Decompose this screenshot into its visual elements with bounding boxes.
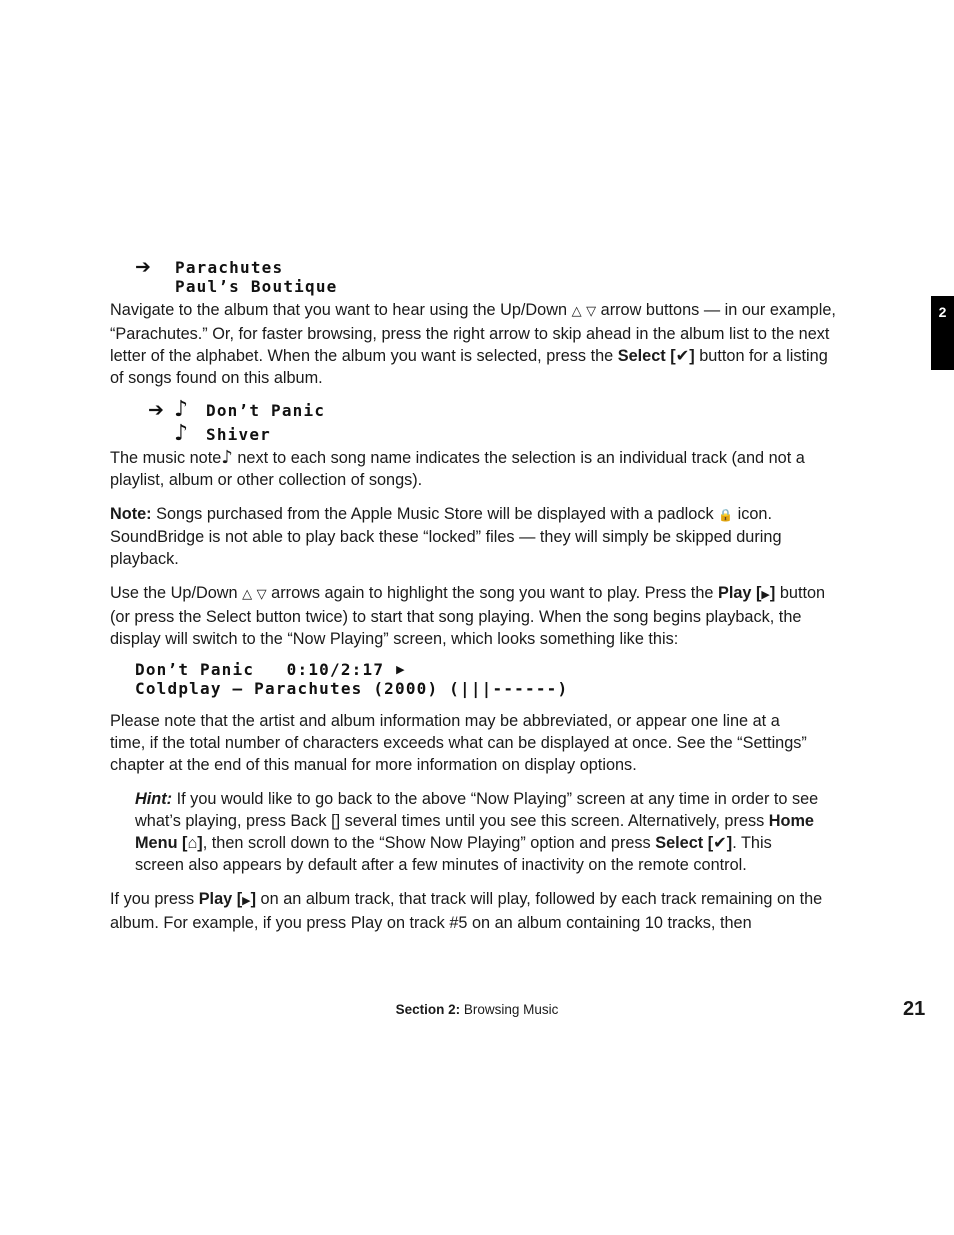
down-triangle-icon: ▽ (256, 587, 267, 602)
text: The music note (110, 449, 222, 467)
please-note-paragraph (110, 710, 810, 776)
display-line: Shiver (206, 424, 271, 444)
text: Home Menu [ (135, 812, 814, 852)
display-albums (135, 258, 845, 296)
text: ] (769, 584, 776, 602)
hint-paragraph (135, 788, 825, 876)
text: icon. SoundBridge is not able to play back these “locked” files — they will simply be skipped during playback. (110, 505, 782, 568)
display-songs (148, 398, 845, 446)
music-note-icon: ♪ (174, 397, 190, 422)
select-label: Select [✔] (655, 834, 733, 852)
text: next to each song name indicates the selection is an individual track (and not a playlist, album or other collection of songs). (110, 449, 805, 489)
text: button for a listing of songs found on this album. (110, 347, 828, 387)
select-label: Select [✔] (617, 347, 695, 365)
text: . This screen also appears by default after a few minutes of inactivity on the remote control. (135, 834, 772, 874)
music-note-icon: ♪ (174, 421, 190, 446)
section-tab-label: 2 (938, 304, 947, 320)
footer-section-label: Section 2: (395, 1002, 461, 1017)
use-paragraph (110, 582, 845, 650)
page-number: 21 (903, 998, 926, 1020)
display-line: Parachutes (175, 258, 284, 277)
display-line: Don’t Panic (206, 400, 326, 420)
display-line: Coldplay – Parachutes (2000) (|||------) (135, 679, 569, 698)
play-icon: ▶ (242, 894, 251, 907)
play-label (199, 890, 256, 908)
page-footer (0, 1002, 954, 1017)
text: Play [ (198, 890, 243, 908)
display-line: Paul’s Boutique (175, 277, 338, 296)
text: Navigate to the album that you want to hear using the Up/Down (110, 301, 568, 319)
text: ] (197, 834, 203, 852)
note-label: Note: (110, 505, 152, 523)
up-triangle-icon: △ (571, 304, 582, 319)
navigate-paragraph (110, 299, 845, 389)
footer-section-title: Browsing Music (460, 1002, 559, 1017)
text: button (or press the Select button twice) to start that song playing. When the song begins playback, the display will switch to the “Now Playing” screen, which looks something like this: (110, 584, 826, 648)
text: Please note that the artist and album information may be abbreviated, or appear one line at a time, if the total number of characters exceeds what can be displayed at once. See the “Settings” chapter at the end of this manual for more information on display options. (110, 712, 807, 774)
display-now-playing (135, 660, 845, 698)
text: arrows again to highlight the song you want to play. Press the (266, 584, 718, 602)
play-label (718, 584, 775, 602)
music-note-icon: ♪ (221, 447, 233, 468)
text: on an album track, that track will play, followed by each track remaining on the album. For example, if you press Play on track #5 on an album containing 10 tracks, then (110, 890, 823, 932)
padlock-icon: 🔒 (718, 508, 734, 522)
right-arrow-icon: ➔ (135, 256, 153, 278)
display-line: Don’t Panic 0:10/2:17 (135, 660, 385, 679)
home-icon: ⌂ (187, 834, 198, 852)
text: arrow buttons — in our example, “Parachutes.” Or, for faster browsing, press the right arrow to skip ahead in the album list to the next letter of the alphabet. When the album you want is selected, press the (110, 301, 836, 365)
if-you-press-paragraph (110, 888, 845, 934)
section-tab (931, 296, 954, 370)
page-content (110, 258, 845, 934)
text: , then scroll down to the “Show Now Playing” option and press (202, 834, 656, 852)
right-arrow-icon: ➔ (148, 398, 166, 421)
hint-label: Hint: (135, 790, 173, 808)
play-indicator-icon: ▶ (396, 663, 406, 676)
text: If you would like to go back to the above “Now Playing” screen at any time in order to see what’s playing, press Back [] several times until you see this screen. Alternatively, press (135, 790, 819, 830)
text: Songs purchased from the Apple Music Store will be displayed with a padlock (151, 505, 719, 523)
note-paragraph (110, 503, 845, 570)
text: Play [ (717, 584, 762, 602)
text: Use the Up/Down (110, 584, 243, 602)
text: If you press (110, 890, 199, 908)
up-triangle-icon: △ (242, 587, 253, 602)
music-note-paragraph (110, 447, 845, 491)
down-triangle-icon: ▽ (586, 304, 597, 319)
text: ] (250, 890, 257, 908)
play-icon: ▶ (761, 588, 770, 601)
